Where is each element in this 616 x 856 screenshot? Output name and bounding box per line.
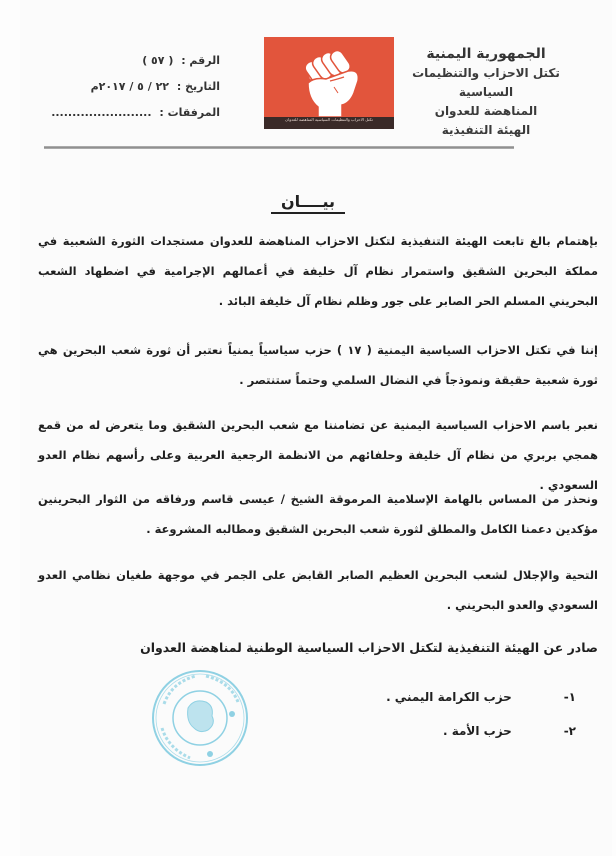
reference-date [60,78,220,104]
party-number: ١- [563,690,576,704]
organization-logo [264,37,394,129]
document-title-text: بيــــان [271,192,345,214]
header-divider [44,146,514,149]
organization-header [386,44,586,140]
list-item [316,714,576,748]
issuer-line: صادر عن الهيئة التنفيذية لتكتل الاحزاب السياسية الوطنية لمناهضة العدوان [140,640,598,655]
country-name: الجمهورية اليمنية [426,46,546,62]
reference-attachments-label: المرفقات : [159,106,220,119]
party-name: حزب الكرامة اليمني . [386,690,512,704]
reference-date-label: التاريخ : [176,80,220,93]
signatory-parties-list [316,680,576,748]
document-title [0,192,616,211]
statement-paragraph: ونحذر من المساس بالهامة الإسلامية المرموقة الشيخ / عيسى قاسم ورفاقه من الثوار البحرينين مؤكدين دعمنا الكامل والمطلق لثورة شعب البحرين الشقيق ومطالبه المشروعة . [38,492,598,536]
reference-number-value: ( ٥٧ ) [142,54,174,67]
raised-fist-icon [264,37,394,117]
statement-paragraph: نعبر باسم الاحزاب السياسية اليمنية عن تضامننا مع شعب البحرين الشقيق وما يتعرض له من قمع همجي بربري من نظام آل خليفة وحلفائهم من الانظمة الرجعية العربية وعلى رأسهم نظام العدو السعودي . [38,418,598,492]
reference-attachments [51,104,220,130]
reference-attachments-value: ........................ [51,106,152,119]
reference-number [60,52,220,78]
bloc-name-line2: المناهضة للعدوان [434,104,538,118]
reference-date-value: ٢٢ / ٥ / ٢٠١٧م [90,80,170,93]
party-number: ٢- [563,724,576,738]
statement-paragraph: إننا في تكتل الاحزاب السياسية اليمنية ( ١٧ ) حزب سياسياً يمنياً نعتبر أن ثورة شعب البحرين هي ثورة شعبية حقيقة ونموذجاً في النضال السلمي وحتماً ستنتصر . [38,343,598,387]
official-seal-icon [150,668,250,768]
reference-number-label: الرقم : [181,54,220,67]
logo-caption: تكتل الاحزاب والتنظيمات السياسية المناهضة للعدوان [264,117,394,129]
party-name: حزب الأمة . [442,724,512,738]
bloc-name-line1: تكتل الاحزاب والتنظيمات السياسية [412,66,560,99]
statement-paragraph: التحية والإجلال لشعب البحرين العظيم الصابر القابض على الجمر في موجهة طغيان نظامي العدو السعودي والعدو البحريني . [38,568,598,612]
list-item [316,680,576,714]
executive-body-name: الهيئة التنفيذية [441,123,531,137]
reference-block [51,52,220,130]
statement-paragraph: بإهتمام بالغ تابعت الهيئة التنفيذية لتكتل الاحزاب المناهضة للعدوان مستجدات الثورة الشعبية في مملكة البحرين الشقيق واستمرار نظام آل خليفة في أعمالهم الإجرامية في اضطهاد الشعب البحريني المسلم الحر الصابر على جور وظلم نظام آل خليفة البائد . [38,234,598,308]
